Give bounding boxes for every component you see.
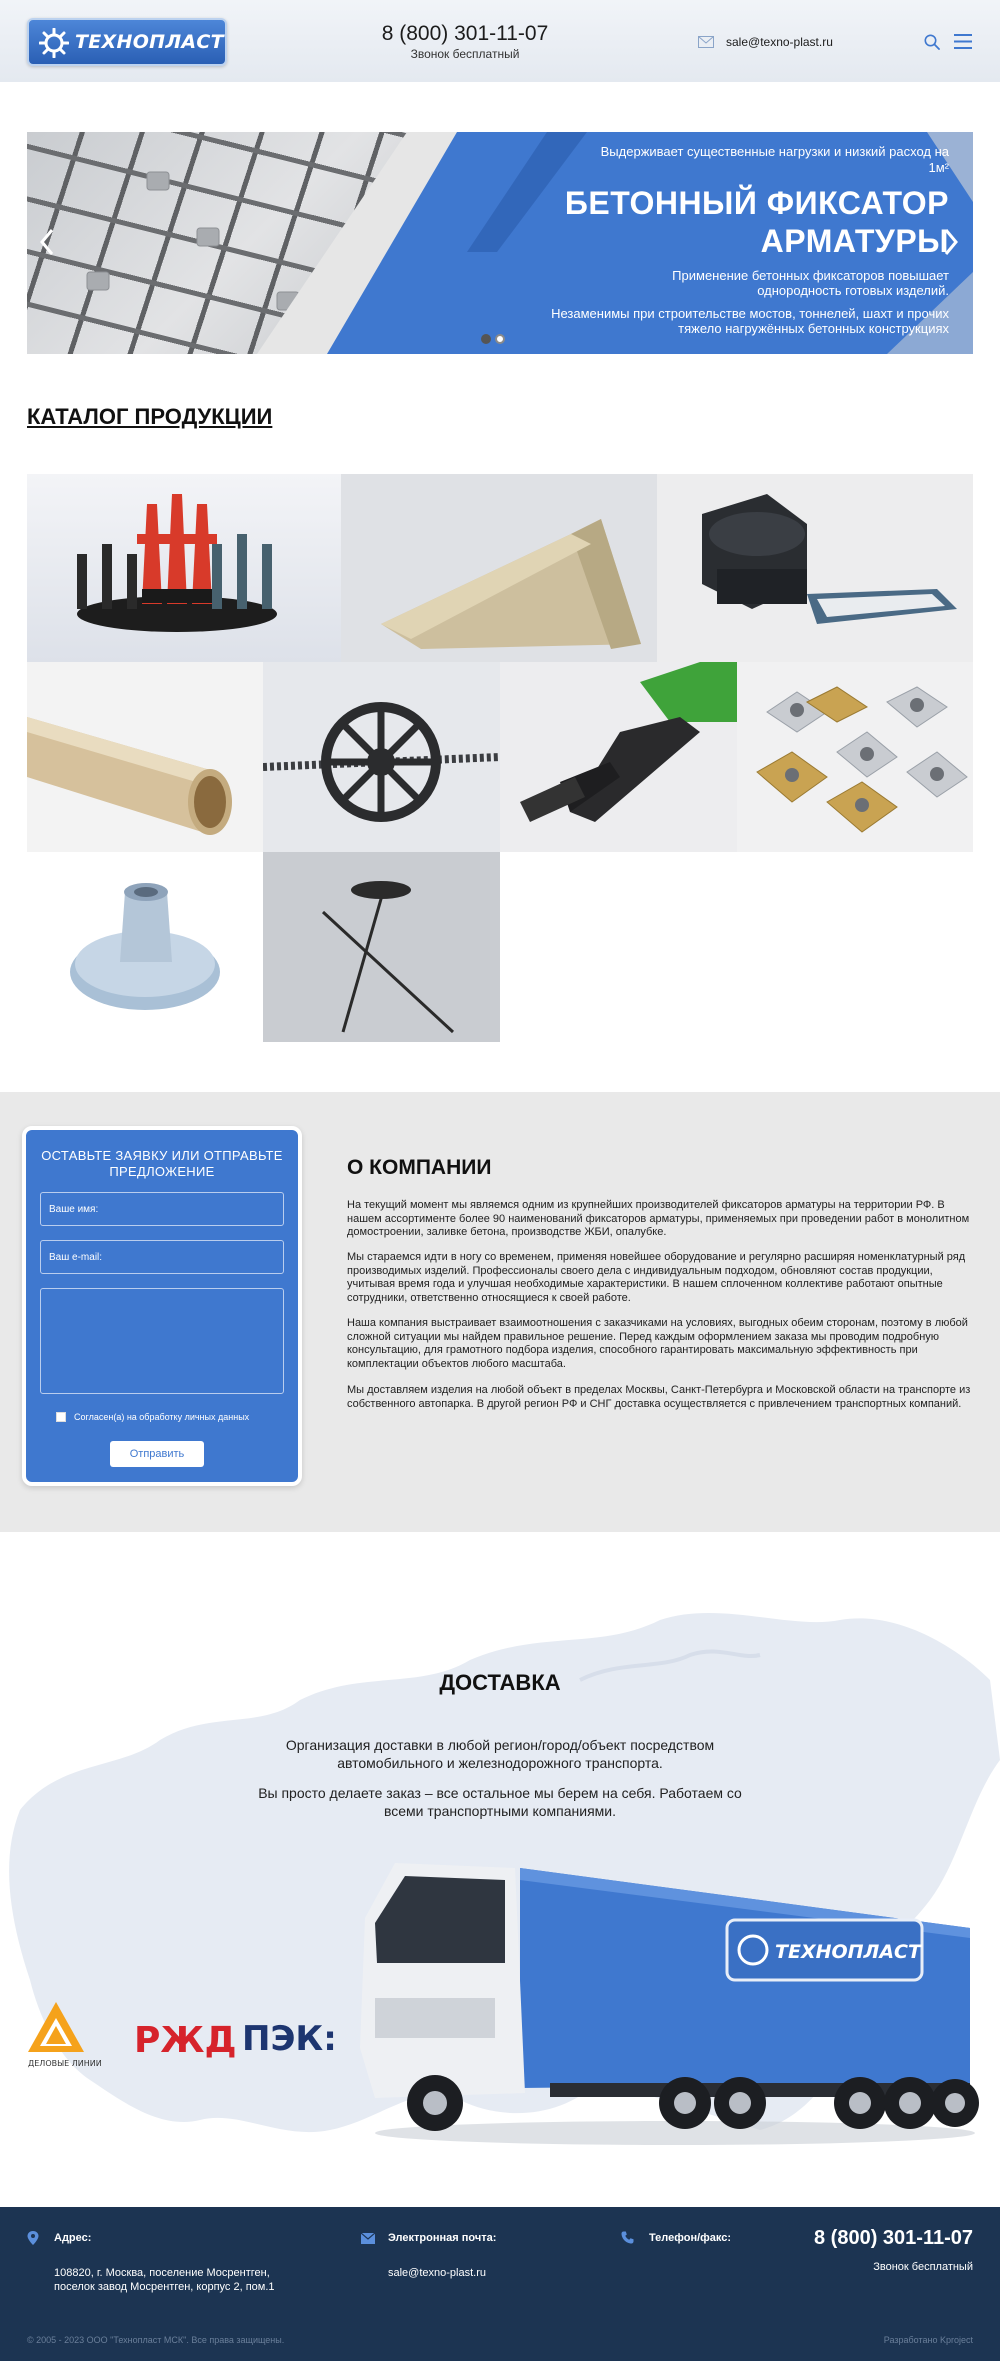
about-paragraph-4: Мы доставляем изделия на любой объект в пределах Москвы, Санкт-Петербурга и Московской области на транспорте из собственного автопарка. В другой регион РФ и СНГ доставка осуществляется с привлечением транспортных компаний. (347, 1384, 971, 1410)
request-form (22, 1126, 302, 1486)
slide-subtitle-top: Выдерживает существенные нагрузки и низкий расход на 1м² (600, 144, 949, 175)
footer-copyright: © 2005 - 2023 ООО "Технопласт МСК". Все права защищены. (27, 2335, 285, 2345)
search-icon[interactable] (924, 34, 940, 50)
slider-dot-1[interactable] (481, 334, 491, 344)
form-title: ОСТАВЬТЕ ЗАЯВКУ ИЛИ ОТПРАВЬТЕ ПРЕДЛОЖЕНИЕ (41, 1148, 283, 1179)
footer-phone-label: Телефон/факс: (649, 2232, 732, 2244)
location-icon (27, 2231, 39, 2245)
logo-text: ТЕХНОПЛАСТ (75, 31, 224, 53)
delivery-title: ДОСТАВКА (439, 1670, 561, 1695)
catalog-item-plastic-caps[interactable] (657, 474, 973, 662)
header-email-text[interactable]: sale@texno-plast.ru (726, 35, 833, 49)
catalog-item-tying-pliers[interactable] (500, 662, 737, 852)
slide-text-benefit: Применение бетонных фиксаторов повышает однородность готовых изделий. (672, 268, 949, 298)
catalog-item-wing-nuts[interactable] (737, 662, 973, 852)
catalog-item-pvc-tube[interactable] (27, 662, 263, 852)
logo-icon (39, 28, 69, 58)
footer-developer[interactable]: Разработано Kproject (883, 2335, 973, 2345)
delivery-paragraph-1: Организация доставки в любой регион/город/объект посредством автомобильного и железнодорожного транспорта. (285, 1737, 715, 1771)
slider-dots (481, 334, 505, 344)
mail-icon (698, 36, 714, 48)
site-header (0, 0, 1000, 82)
catalog-item-triangle-profile[interactable] (341, 474, 657, 662)
email-field[interactable] (40, 1240, 284, 1274)
chevron-right-icon[interactable] (943, 228, 959, 256)
consent-checkbox[interactable] (56, 1412, 66, 1422)
slide-text-usage: Незаменимы при строительстве мостов, тоннелей, шахт и прочих тяжело нагружённых бетонных конструкциях (551, 306, 949, 336)
dl-logo-caption: ДЕЛОВЫЕ ЛИНИИ (28, 2059, 102, 2068)
pek-logo: ПЭК: (242, 2019, 337, 2059)
rzd-logo: РЖД (134, 2020, 237, 2061)
chevron-left-icon[interactable] (39, 228, 55, 256)
menu-icon[interactable] (954, 34, 972, 49)
phone-icon (621, 2231, 634, 2244)
submit-button[interactable]: Отправить (110, 1441, 204, 1467)
footer-address-line-1: 108820, г. Москва, поселение Мосрентген, (54, 2267, 270, 2279)
footer-phone-note: Звонок бесплатный (873, 2261, 973, 2273)
header-phone[interactable] (370, 22, 560, 61)
delivery-paragraph-2: Вы просто делаете заказ – все остальное мы берем на себя. Работаем со всеми транспортными компаниями. (258, 1785, 742, 1819)
footer-email[interactable]: sale@texno-plast.ru (388, 2267, 486, 2279)
truck-logo-text: ТЕХНОПЛАСТ (775, 1941, 921, 1963)
header-phone-note: Звонок бесплатный (410, 47, 520, 61)
about-paragraph-3: Наша компания выстраивает взаимоотношения с заказчиками на условиях, выгодных обеим сторонам, поэтому в любой сложной ситуации мы найдем правильное решение. Перед каждым оформлением заказа мы проводим подробную консультацию, для грамотного подбора изделия, способного гарантировать максимальную эффективность при комплектации объектов любого масштаба. (347, 1317, 968, 1370)
dl-logo (28, 2002, 102, 2068)
header-phone-number[interactable]: 8 (800) 301-11-07 (381, 22, 549, 45)
header-email[interactable] (698, 33, 833, 51)
site-footer (0, 2207, 1000, 2361)
slider-dot-2[interactable] (495, 334, 505, 344)
catalog-item-anchor-nut[interactable] (27, 852, 263, 1042)
footer-address-label: Адрес: (54, 2232, 92, 2244)
consent-row[interactable] (56, 1412, 249, 1422)
truck-illustration (355, 1848, 980, 2148)
about-paragraph-2: Мы стараемся идти в ногу со временем, применяя новейшее оборудование и регулярно расширяя номенклатурный ряд производимых изделий. Профессионалы своего дела с индивидуальным подходом, обновляют состав продукции, учитывая время года и улучшая необходимые характеристики. В нашем сплоченном коллективе работают опытные сотрудники, ответственно относящиеся к своей работе. (347, 1251, 966, 1304)
about-title: О КОМПАНИИ (347, 1156, 492, 1179)
catalog-title: КАТАЛОГ ПРОДУКЦИИ (27, 404, 273, 429)
about-paragraph-1: На текущий момент мы являемся одним из крупнейших производителей фиксаторов арматуры на территории РФ. В нашем ассортименте более 90 наименований фиксаторов арматуры, применяемых при проведении работ в монолитном домостроении, заливке бетона, производстве ЖБИ, опалубке. (347, 1199, 970, 1238)
footer-mail-icon (361, 2233, 375, 2244)
catalog-item-insulation-dowel[interactable] (263, 852, 500, 1042)
hero-slider[interactable] (27, 132, 973, 354)
footer-phone[interactable]: 8 (800) 301-11-07 (813, 2227, 973, 2249)
catalog-item-wheel-spacer[interactable] (263, 662, 500, 852)
footer-email-label: Электронная почта: (388, 2232, 497, 2244)
site-logo[interactable] (27, 18, 227, 66)
carrier-logos (26, 2000, 356, 2070)
name-field[interactable] (40, 1192, 284, 1226)
catalog-item-plastic-chairs[interactable] (27, 474, 341, 662)
footer-address-line-2: поселок завод Мосрентген, корпус 2, пом.1 (54, 2281, 275, 2293)
slide-title: БЕТОННЫЙ ФИКСАТОР АРМАТУРЫ (564, 185, 949, 259)
message-field[interactable] (40, 1288, 284, 1394)
consent-label: Согласен(а) на обработку личных данных (74, 1412, 250, 1422)
